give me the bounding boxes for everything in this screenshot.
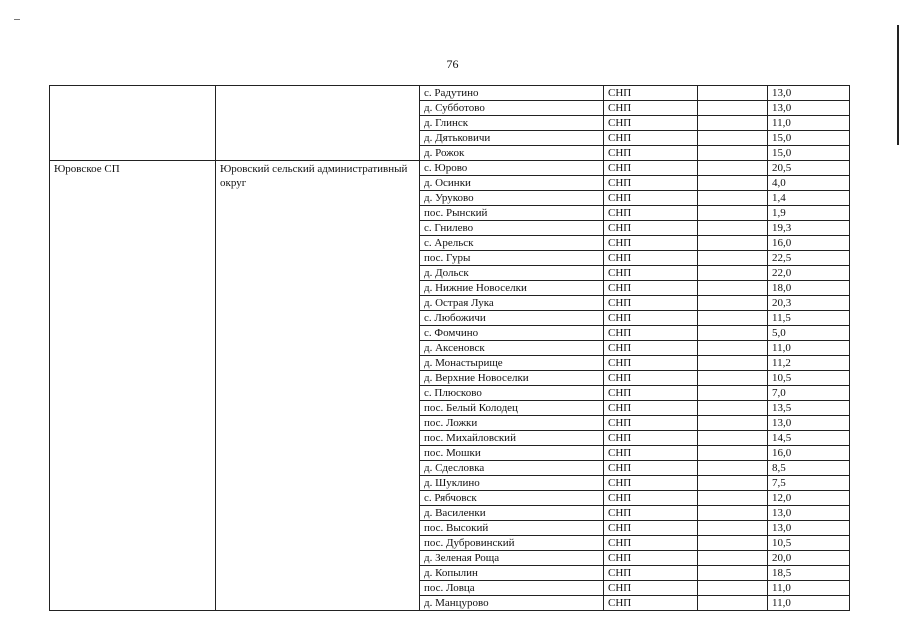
value-cell: 14,5 (768, 431, 850, 446)
empty-cell (698, 206, 768, 221)
place-cell: пос. Гуры (420, 251, 604, 266)
value-cell: 11,0 (768, 581, 850, 596)
place-cell: пос. Ложки (420, 416, 604, 431)
empty-cell (698, 191, 768, 206)
type-cell: СНП (604, 416, 698, 431)
type-cell: СНП (604, 266, 698, 281)
empty-cell (698, 86, 768, 101)
value-cell: 11,0 (768, 596, 850, 611)
place-cell: пос. Рынский (420, 206, 604, 221)
place-cell: д. Копылин (420, 566, 604, 581)
empty-cell (698, 581, 768, 596)
empty-cell (698, 266, 768, 281)
type-cell: СНП (604, 341, 698, 356)
empty-cell (698, 251, 768, 266)
empty-cell (698, 596, 768, 611)
value-cell: 13,5 (768, 401, 850, 416)
type-cell: СНП (604, 251, 698, 266)
type-cell: СНП (604, 311, 698, 326)
empty-cell (698, 101, 768, 116)
type-cell: СНП (604, 401, 698, 416)
place-cell: д. Аксеновск (420, 341, 604, 356)
table-row (50, 86, 850, 101)
empty-cell (698, 161, 768, 176)
type-cell: СНП (604, 356, 698, 371)
value-cell: 19,3 (768, 221, 850, 236)
value-cell: 7,0 (768, 386, 850, 401)
settlements-table-body (50, 86, 850, 611)
value-cell: 4,0 (768, 176, 850, 191)
value-cell: 13,0 (768, 101, 850, 116)
type-cell: СНП (604, 236, 698, 251)
value-cell: 1,9 (768, 206, 850, 221)
type-cell: СНП (604, 521, 698, 536)
empty-cell (698, 221, 768, 236)
type-cell: СНП (604, 221, 698, 236)
empty-cell (698, 506, 768, 521)
type-cell: СНП (604, 431, 698, 446)
value-cell: 18,5 (768, 566, 850, 581)
place-cell: д. Нижние Новоселки (420, 281, 604, 296)
value-cell: 11,2 (768, 356, 850, 371)
value-cell: 20,0 (768, 551, 850, 566)
district-cell: Юровский сельский административный округ (216, 161, 420, 611)
type-cell: СНП (604, 326, 698, 341)
place-cell: пос. Белый Колодец (420, 401, 604, 416)
type-cell: СНП (604, 446, 698, 461)
page-number: 76 (446, 57, 459, 71)
empty-cell (698, 566, 768, 581)
value-cell: 22,5 (768, 251, 850, 266)
empty-cell (698, 386, 768, 401)
place-cell: пос. Высокий (420, 521, 604, 536)
empty-cell (698, 296, 768, 311)
place-cell: с. Любожичи (420, 311, 604, 326)
value-cell: 10,5 (768, 371, 850, 386)
type-cell: СНП (604, 371, 698, 386)
type-cell: СНП (604, 206, 698, 221)
value-cell: 13,0 (768, 521, 850, 536)
place-cell: пос. Ловца (420, 581, 604, 596)
value-cell: 7,5 (768, 476, 850, 491)
type-cell: СНП (604, 461, 698, 476)
value-cell: 20,3 (768, 296, 850, 311)
empty-cell (698, 116, 768, 131)
type-cell: СНП (604, 566, 698, 581)
empty-cell (698, 536, 768, 551)
value-cell: 1,4 (768, 191, 850, 206)
place-cell: с. Арельск (420, 236, 604, 251)
value-cell: 18,0 (768, 281, 850, 296)
value-cell: 11,0 (768, 341, 850, 356)
value-cell: 12,0 (768, 491, 850, 506)
empty-cell (698, 476, 768, 491)
place-cell: д. Монастырище (420, 356, 604, 371)
type-cell: СНП (604, 581, 698, 596)
empty-cell (698, 131, 768, 146)
value-cell: 10,5 (768, 536, 850, 551)
empty-cell (698, 461, 768, 476)
place-cell: с. Гнилево (420, 221, 604, 236)
place-cell: пос. Михайловский (420, 431, 604, 446)
place-cell: д. Глинск (420, 116, 604, 131)
scan-artifact-dash (14, 19, 20, 20)
value-cell: 15,0 (768, 131, 850, 146)
empty-cell (698, 431, 768, 446)
value-cell: 5,0 (768, 326, 850, 341)
type-cell: СНП (604, 476, 698, 491)
empty-cell (698, 371, 768, 386)
empty-cell (698, 341, 768, 356)
value-cell: 11,0 (768, 116, 850, 131)
value-cell: 8,5 (768, 461, 850, 476)
place-cell: д. Дятьковичи (420, 131, 604, 146)
place-cell: пос. Дубровинский (420, 536, 604, 551)
empty-cell (698, 551, 768, 566)
type-cell: СНП (604, 596, 698, 611)
settlements-table (49, 85, 850, 611)
value-cell: 20,5 (768, 161, 850, 176)
type-cell: СНП (604, 536, 698, 551)
type-cell: СНП (604, 191, 698, 206)
place-cell: д. Рожок (420, 146, 604, 161)
empty-cell (698, 356, 768, 371)
place-cell: с. Рябчовск (420, 491, 604, 506)
type-cell: СНП (604, 281, 698, 296)
value-cell: 15,0 (768, 146, 850, 161)
type-cell: СНП (604, 146, 698, 161)
place-cell: д. Уруково (420, 191, 604, 206)
settlement-cell (50, 86, 216, 161)
place-cell: д. Манцурово (420, 596, 604, 611)
place-cell: с. Фомчино (420, 326, 604, 341)
empty-cell (698, 401, 768, 416)
district-cell (216, 86, 420, 161)
place-cell: д. Верхние Новоселки (420, 371, 604, 386)
empty-cell (698, 176, 768, 191)
empty-cell (698, 446, 768, 461)
place-cell: с. Плюсково (420, 386, 604, 401)
place-cell: д. Осинки (420, 176, 604, 191)
value-cell: 16,0 (768, 236, 850, 251)
empty-cell (698, 281, 768, 296)
empty-cell (698, 491, 768, 506)
empty-cell (698, 146, 768, 161)
type-cell: СНП (604, 491, 698, 506)
type-cell: СНП (604, 551, 698, 566)
place-cell: д. Сдесловка (420, 461, 604, 476)
type-cell: СНП (604, 101, 698, 116)
table-row (50, 161, 850, 176)
type-cell: СНП (604, 86, 698, 101)
place-cell: с. Юрово (420, 161, 604, 176)
empty-cell (698, 326, 768, 341)
empty-cell (698, 311, 768, 326)
place-cell: д. Зеленая Роща (420, 551, 604, 566)
place-cell: д. Шуклино (420, 476, 604, 491)
type-cell: СНП (604, 116, 698, 131)
place-cell: пос. Мошки (420, 446, 604, 461)
value-cell: 13,0 (768, 506, 850, 521)
place-cell: с. Радутино (420, 86, 604, 101)
type-cell: СНП (604, 296, 698, 311)
empty-cell (698, 521, 768, 536)
value-cell: 13,0 (768, 86, 850, 101)
type-cell: СНП (604, 386, 698, 401)
value-cell: 13,0 (768, 416, 850, 431)
place-cell: д. Василенки (420, 506, 604, 521)
type-cell: СНП (604, 131, 698, 146)
place-cell: д. Острая Лука (420, 296, 604, 311)
place-cell: д. Субботово (420, 101, 604, 116)
place-cell: д. Дольск (420, 266, 604, 281)
type-cell: СНП (604, 506, 698, 521)
value-cell: 22,0 (768, 266, 850, 281)
scan-edge-line (897, 25, 899, 145)
type-cell: СНП (604, 176, 698, 191)
type-cell: СНП (604, 161, 698, 176)
value-cell: 11,5 (768, 311, 850, 326)
value-cell: 16,0 (768, 446, 850, 461)
settlement-cell: Юровское СП (50, 161, 216, 611)
empty-cell (698, 416, 768, 431)
empty-cell (698, 236, 768, 251)
